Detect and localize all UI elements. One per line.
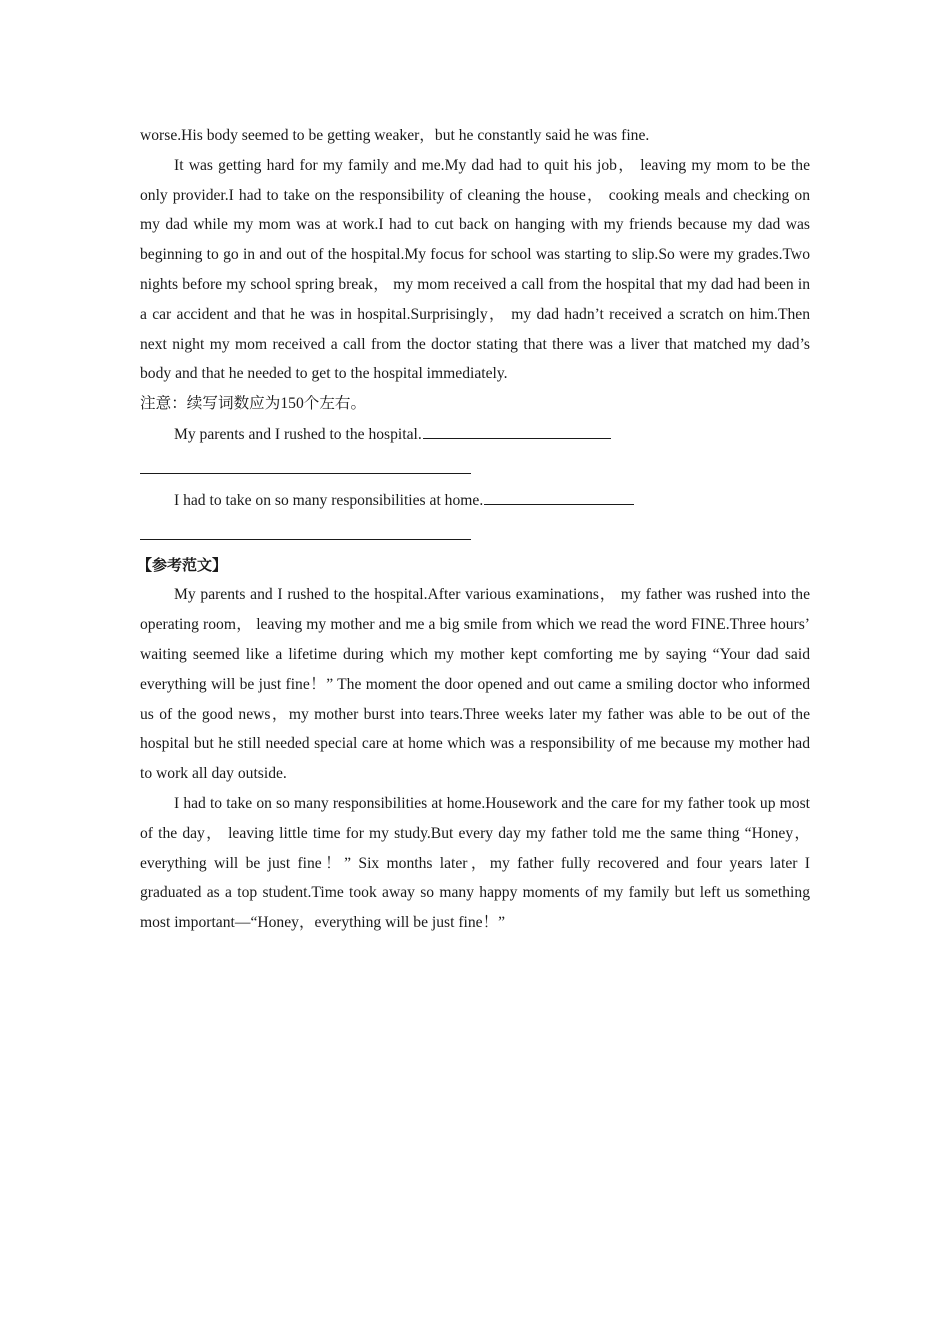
reference-paragraph-2: I had to take on so many responsibilities at home.Housework and the care for my father took up most of the day， leaving little time for my study.But every day my father told me the same thing “Honey，everything will be just fine！” Six months later，my father fully recovered and four years later I graduated as a top student.Time took away so many happy moments of my family but left us something most important—“Honey，everything will be just fine！” [140, 794, 810, 932]
prompt-second-row [140, 485, 810, 516]
writing-line-2[interactable] [140, 516, 471, 540]
passage-paragraph-1: worse.His body seemed to be getting weaker，but he constantly said he was fine. [140, 127, 650, 144]
document-page [137, 121, 810, 938]
prompt-first-row [140, 419, 810, 450]
prompt-first-blank[interactable] [423, 419, 611, 439]
word-count-note: 注意：续写词数应为150个左右。 [140, 395, 367, 413]
prompt-second-blank[interactable] [484, 485, 634, 505]
passage-paragraph-2: It was getting hard for my family and me.My dad had to quit his job， leaving my mom to be the only provider.I had to take on the responsibility of cleaning the house， cooking meals and checking on my dad while my mom was at work.I had to cut back on hanging with my friends because my dad was beginning to go in and out of the hospital.My focus for school was starting to slip.So were my grades.Two nights before my school spring break， my mom received a call from the hospital that my dad had been in a car accident and that he was in hospital.Surprisingly， my dad hadn’t received a scratch on him.Then next night my mom received a call from the doctor stating that there was a liver that matched my dad’s body and that he needed to get to the hospital immediately. [140, 156, 810, 383]
reference-heading: 【参考范文】 [137, 555, 228, 574]
prompt-second-text: I had to take on so many responsibilities at home. [174, 491, 484, 509]
writing-line-1[interactable] [140, 450, 471, 474]
reference-paragraph-1: My parents and I rushed to the hospital.After various examinations， my father was rushed into the operating room， leaving my mother and me a big smile from which we read the word FINE.Three hours’ waiting seemed like a lifetime during which my mother kept comforting me by saying “Your dad said everything will be just fine！” The moment the door opened and out came a smiling doctor who informed us of the good news，my mother burst into tears.Three weeks later my father was able to be out of the hospital but he still needed special care at home which was a responsibility of me because my mother had to work all day outside. [140, 586, 810, 783]
prompt-first-text: My parents and I rushed to the hospital. [174, 425, 422, 443]
